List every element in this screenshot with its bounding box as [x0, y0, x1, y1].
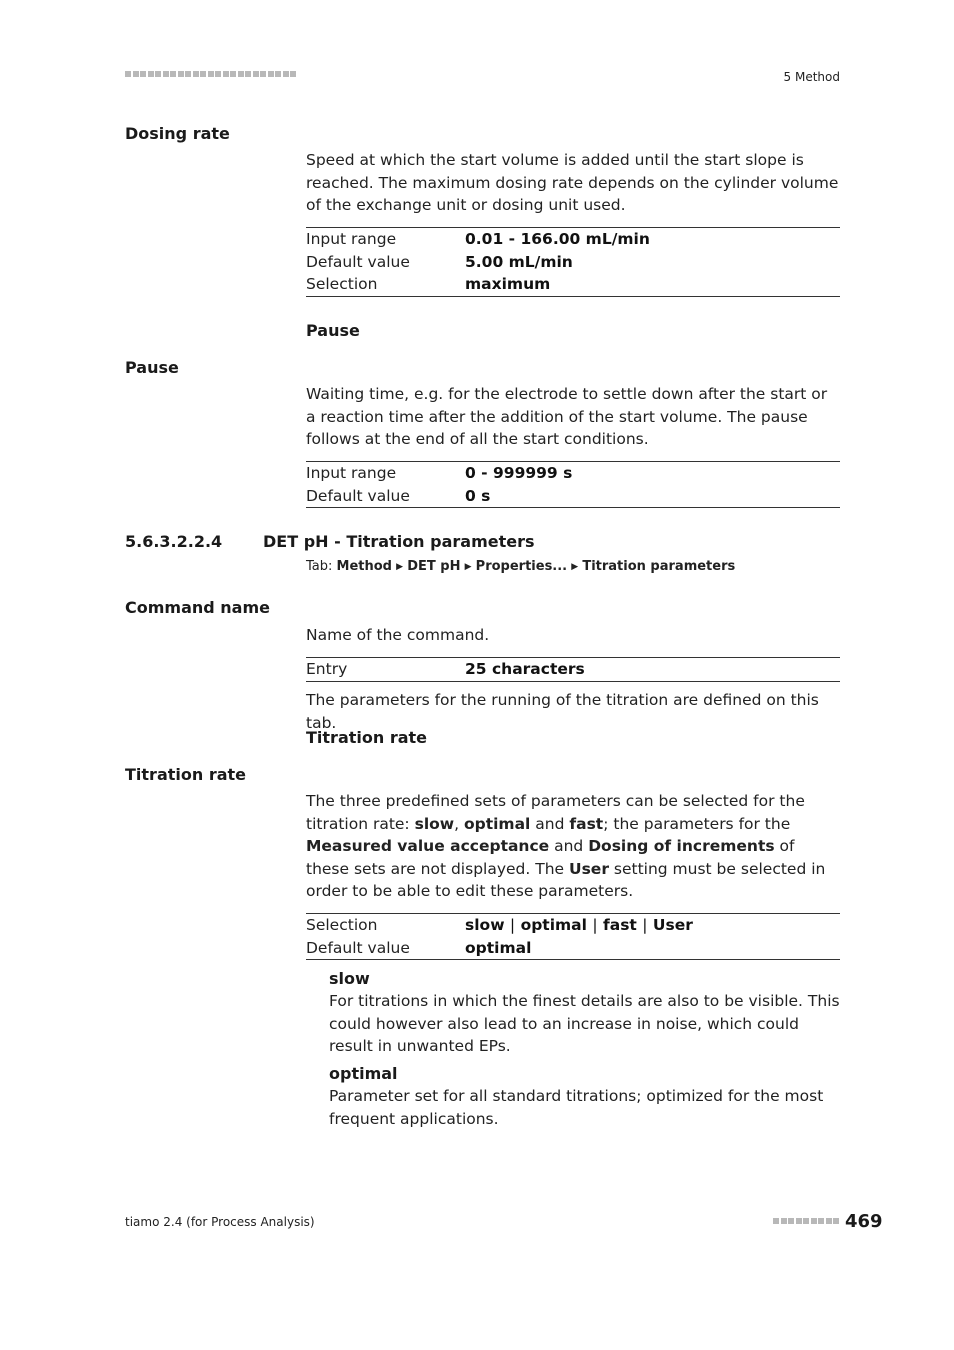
- table-row: [306, 228, 840, 251]
- tab-path-item: Method: [336, 559, 392, 574]
- param-value: 25 characters: [465, 660, 585, 678]
- section-title: DET pH - Titration parameters: [263, 532, 535, 551]
- section-number: 5.6.3.2.2.4: [125, 532, 223, 551]
- command-name-description: Name of the command.: [306, 626, 490, 644]
- table-row: [306, 914, 840, 937]
- param-key: Input range: [306, 230, 397, 248]
- param-key: Default value: [306, 938, 410, 957]
- param-value: 0.01 - 166.00 mL/min: [465, 230, 650, 248]
- param-key: Entry: [306, 660, 348, 678]
- command-name-note: The parameters for the running of the titration are defined on this tab.: [306, 691, 819, 732]
- command-name-table: [306, 657, 840, 682]
- triangle-right-icon: ▶: [571, 562, 579, 572]
- table-row: [306, 658, 840, 682]
- dosing-rate-heading: Dosing rate: [125, 124, 230, 143]
- param-value: optimal: [465, 938, 532, 957]
- triangle-right-icon: ▶: [464, 562, 472, 572]
- titration-rate-table: [306, 913, 840, 960]
- table-row: [306, 462, 840, 485]
- param-value: 5.00 mL/min: [465, 252, 573, 271]
- dosing-rate-description: Speed at which the start volume is added until the start slope is reached. The maximum dosing rate depends on the cylinder volume of the exchange unit or dosing unit used.: [306, 151, 839, 214]
- param-value: maximum: [465, 275, 551, 293]
- dosing-rate-table: [306, 227, 840, 297]
- pause-table: [306, 461, 840, 508]
- param-key: Selection: [306, 916, 378, 934]
- titration-rate-subheading: Titration rate: [306, 728, 428, 747]
- tab-path: [306, 559, 735, 574]
- titration-rate-description: The three predefined sets of parameters can be selected for the titration rate: slow, optimal and fast; the parameters for the Measured value acceptance and Dosing of increments of these sets are not displayed. The User setting must be selected in order to be able to edit these parameters.: [306, 792, 826, 900]
- header-chapter: 5 Method: [783, 70, 840, 84]
- term-title: optimal: [329, 1064, 398, 1083]
- param-key: Default value: [306, 486, 410, 505]
- term-definition: Parameter set for all standard titrations; optimized for the most frequent applications.: [329, 1087, 824, 1128]
- param-value: slow | optimal | fast | User: [465, 916, 693, 934]
- footer-product: tiamo 2.4 (for Process Analysis): [125, 1215, 315, 1229]
- param-key: Input range: [306, 464, 397, 482]
- term-optimal: [329, 1063, 840, 1130]
- header-decoration: [125, 71, 307, 79]
- table-row: [306, 273, 840, 296]
- tab-path-item: DET pH: [407, 559, 461, 574]
- pause-subheading: Pause: [306, 321, 360, 340]
- footer-decoration: [773, 1218, 841, 1237]
- page-number: 469: [845, 1211, 883, 1232]
- command-name-heading: Command name: [125, 598, 270, 617]
- table-row: [306, 937, 840, 960]
- param-value: 0 - 999999 s: [465, 464, 573, 482]
- titration-rate-heading: Titration rate: [125, 765, 247, 784]
- table-row: [306, 251, 840, 274]
- tab-path-item: Properties...: [475, 559, 568, 574]
- triangle-right-icon: ▶: [396, 562, 404, 572]
- term-definition: For titrations in which the finest details are also to be visible. This could however also lead to an increase in noise, which could result in unwanted EPs.: [329, 992, 840, 1055]
- pause-heading: Pause: [125, 358, 179, 377]
- param-key: Default value: [306, 252, 410, 271]
- table-row: [306, 485, 840, 508]
- tab-prefix: Tab:: [306, 559, 333, 574]
- term-title: slow: [329, 969, 370, 988]
- param-key: Selection: [306, 275, 378, 293]
- tab-path-item: Titration parameters: [582, 559, 736, 574]
- param-value: 0 s: [465, 486, 491, 505]
- pause-description: Waiting time, e.g. for the electrode to settle down after the start or a reaction time after the addition of the start volume. The pause follows at the end of all the start conditions.: [306, 385, 828, 448]
- term-slow: [329, 968, 840, 1058]
